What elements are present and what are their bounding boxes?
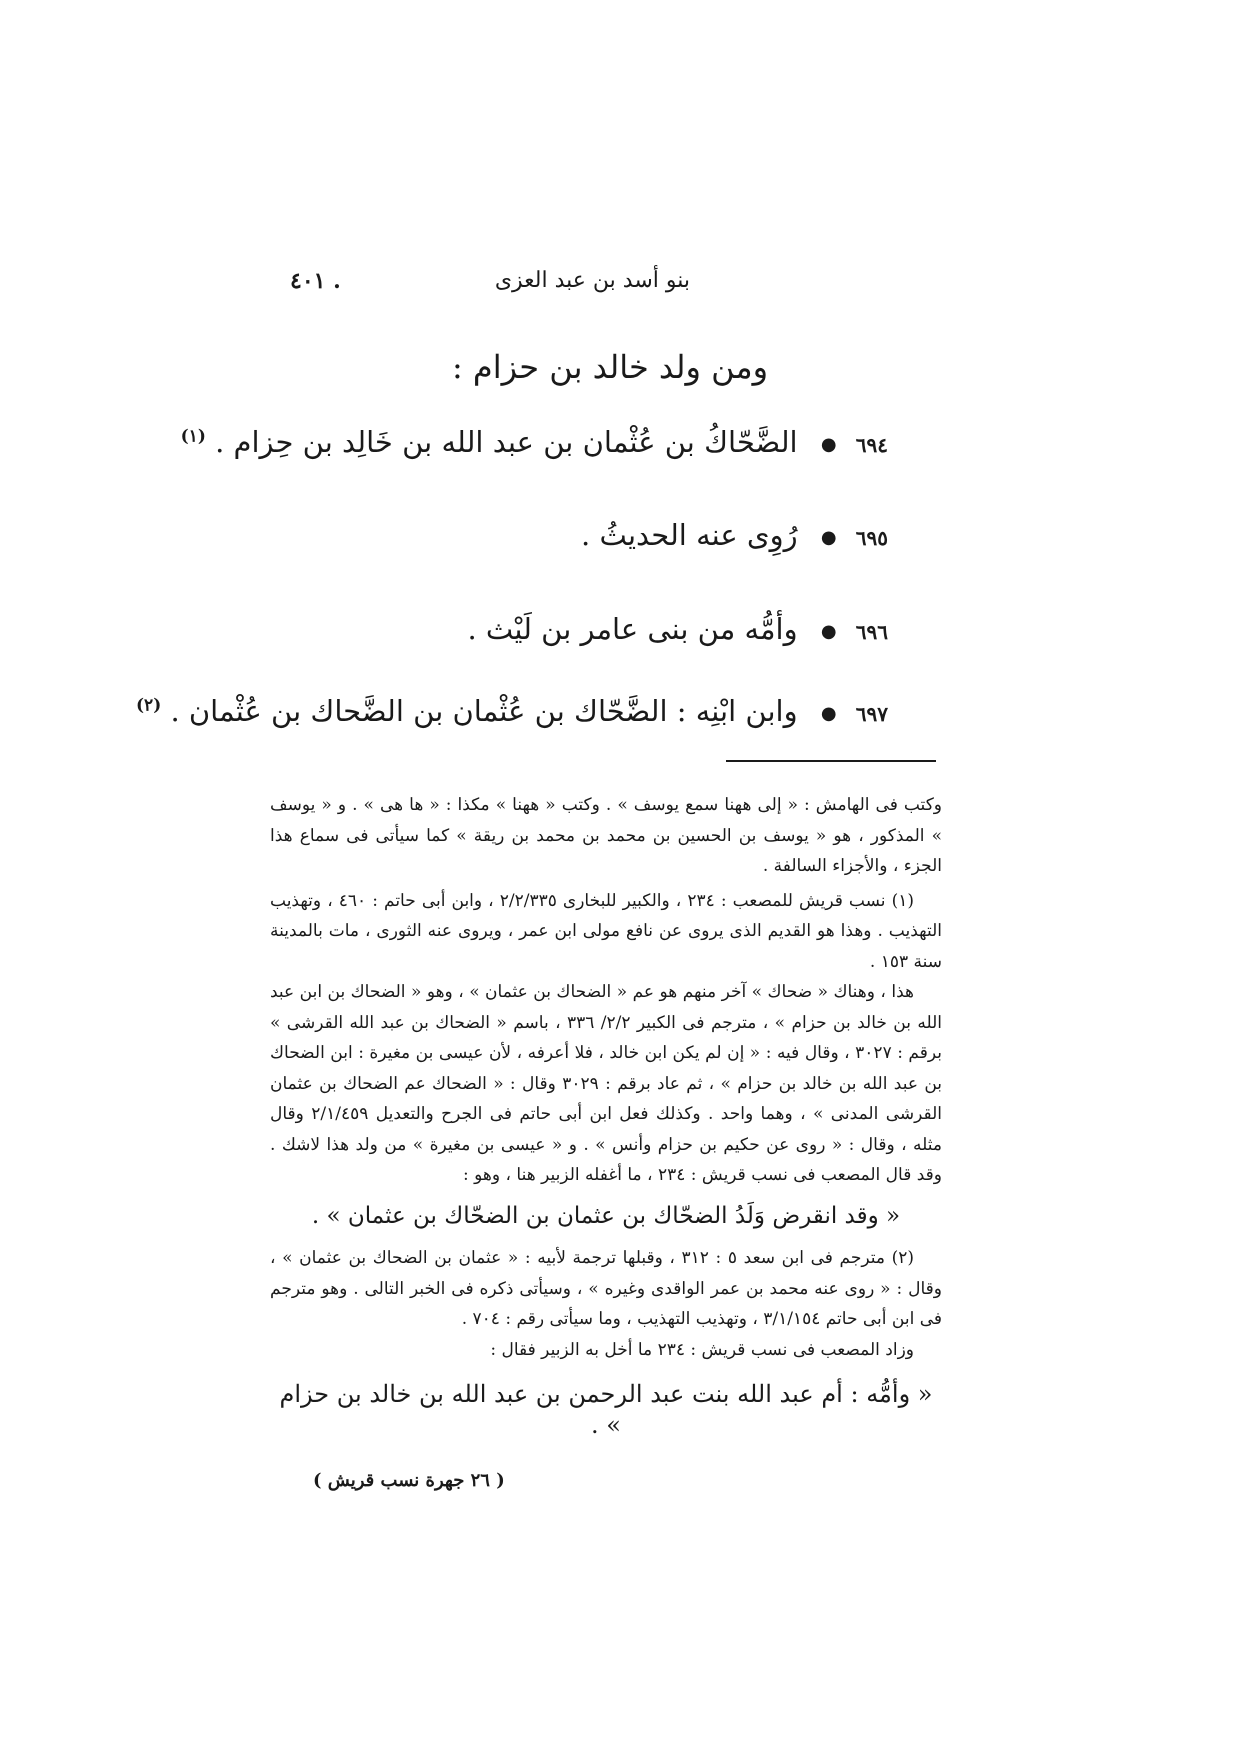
footnote-ref: (١) [180, 426, 206, 447]
entry-696 [467, 612, 888, 646]
footnote-ref: (٢) [136, 695, 162, 716]
footnotes [270, 790, 942, 1440]
quotation: « وأمُّه : أم عبد الله بنت عبد الرحمن بن عبد الله بن خالد بن حزام » . [279, 1380, 933, 1439]
signature-mark: ( ٢٦ جهرة نسب قريش ) [313, 1470, 505, 1491]
footnote-1: (١) نسب قريش للمصعب : ٢٣٤ ، والكبير للبخارى ٢/٢/٣٣٥ ، وابن أبى حاتم : ٤٦٠ ، وتهذيب التهذيب . وهذا هو القديم الذى يروى عن نافع مولى ابن عمر ، ويروى عنه الثورى ، مات بالمدينة سنة ١٥٣ . [270, 890, 942, 972]
page-number: ٤٠١ . [290, 268, 341, 294]
entry-694 [181, 425, 888, 459]
section-heading: ومن ولد خالد بن حزام : [451, 348, 769, 386]
bullet-icon: ● [820, 526, 837, 548]
footnote-2: (٢) مترجم فى ابن سعد ٥ : ٣١٢ ، وقبلها ترجمة لأبيه : « عثمان بن الضحاك بن عثمان » ، وقال : « روى عنه محمد بن عمر الواقدى وغيره » ، وسيأتى ذكره فى الخبر التالى . وهو مترجم فى ابن أبى حاتم ٣/١/١٥٤ ، وتهذيب التهذيب ، وما سيأتى رقم : ٧٠٤ . [270, 1248, 942, 1329]
page-header [290, 268, 930, 308]
entry-text: الضَّحّاكُ بن عُثْمان بن عبد الله بن خَالِد بن حِزام . [215, 425, 798, 459]
entry-number: ٦٩٥ [855, 526, 888, 550]
quotation: « وقد انقرض وَلَدُ الضحّاك بن عثمان بن الضحّاك بن عثمان » . [311, 1202, 901, 1229]
running-title: بنو أسد بن عبد العزى [494, 268, 690, 293]
margin-note: وكتب فى الهامش : « إلى ههنا سمع يوسف » . وكتب « ههنا » مكذا : « ها هى » . و « يوسف » المذكور ، هو « يوسف بن الحسين بن محمد بن محمد بن ريقة » كما سيأتى فى سماع هذا الجزء ، والأجزاء السالفة . [270, 795, 942, 876]
entry-number: ٦٩٤ [855, 433, 888, 457]
bullet-icon: ● [820, 702, 837, 724]
entry-number: ٦٩٧ [855, 702, 888, 726]
bullet-icon: ● [820, 620, 837, 642]
footnote-divider [726, 760, 936, 762]
footnote-2-continued: وزاد المصعب فى نسب قريش : ٢٣٤ ما أخل به الزبير فقال : [490, 1339, 914, 1360]
footnote-1-continued: هذا ، وهناك « ضحاك » آخر منهم هو عم « الضحاك بن عثمان » ، وهو « الضحاك بن ابن عبد الله بن خالد بن حزام » ، مترجم فى الكبير ٢/٢/ ٣٣٦ ، باسم « الضحاك بن عبد الله القرشى » برقم : ٣٠٢٧ ، وقال فيه : « إن لم يكن ابن خالد ، فلا أعرفه ، لأن عيسى بن مغيرة : ابن الضحاك بن عبد الله بن خالد بن حزام » ، ثم عاد برقم : ٣٠٢٩ وقال : « الضحاك عم الضحاك بن عثمان القرشى المدنى » ، وهما واحد . وكذلك فعل ابن أبى حاتم فى الجرح والتعديل ٢/١/٤٥٩ وقال مثله ، وقال : « روى عن حكيم بن حزام وأنس » . و « عيسى بن مغيرة » من ولد هذا لاشك . وقد قال المصعب فى نسب قريش : ٢٣٤ ، ما أغفله الزبير هنا ، وهو : [270, 982, 943, 1185]
entry-text: رُوِى عنه الحديثُ . [581, 518, 798, 552]
entry-text: وأمُّه من بنى عامر بن لَيْث . [467, 612, 798, 646]
entry-number: ٦٩٦ [855, 620, 888, 644]
entry-text: وابن ابْنِه : الضَّحّاك بن عُثْمان بن الضَّحاك بن عُثْمان . [170, 694, 798, 728]
entry-697 [136, 694, 888, 728]
bullet-icon: ● [820, 433, 837, 455]
entry-695 [581, 518, 888, 552]
